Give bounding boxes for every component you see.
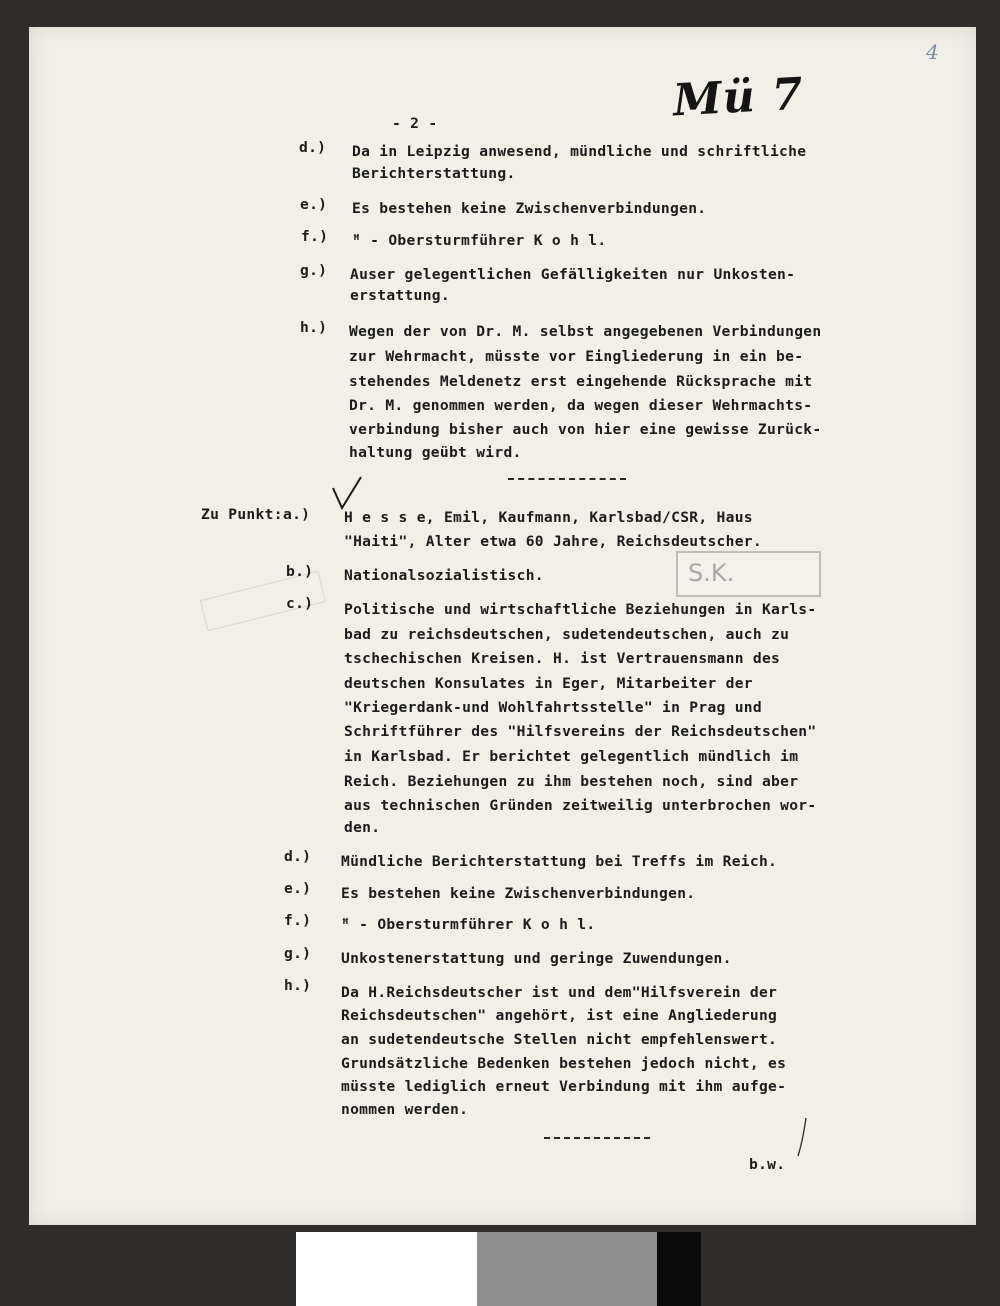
item-line: H e s s e, Emil, Kaufmann, Karlsbad/CSR, Haus (344, 509, 753, 526)
item-line: bad zu reichsdeutschen, sudetendeutschen, auch zu (344, 626, 790, 643)
item-line: aus technischen Gründen zeitweilig unterbrochen wor- (344, 797, 817, 814)
item-line: haltung geübt wird. (349, 444, 522, 461)
item-line: deutschen Konsulates in Eger, Mitarbeiter der (344, 675, 753, 692)
pen-stroke-mark (792, 1116, 812, 1160)
item-letter: e.) (284, 880, 312, 897)
item-letter: b.) (286, 563, 314, 580)
stamp-text: S.K. (688, 559, 735, 587)
calibration-patch-black (657, 1232, 701, 1306)
item-line: Auser gelegentlichen Gefälligkeiten nur Unkosten- (350, 266, 796, 283)
item-line: Da in Leipzig anwesend, mündliche und schriftliche (352, 143, 807, 160)
item-line: Dr. M. genommen werden, da wegen dieser Wehrmachts- (349, 397, 813, 414)
item-letter: h.) (300, 319, 328, 336)
item-line: Grundsätzliche Bedenken bestehen jedoch nicht, es (341, 1055, 787, 1072)
item-letter: g.) (284, 945, 312, 962)
item-line: Wegen der von Dr. M. selbst angegebenen Verbindungen (349, 323, 822, 340)
item-line: müsste lediglich erneut Verbindung mit ihm aufge- (341, 1078, 787, 1095)
stamp (676, 551, 821, 597)
page-number: - 2 - (392, 115, 438, 132)
sign-off: b.w. (749, 1156, 786, 1173)
item-line: Nationalsozialistisch. (344, 567, 544, 584)
item-line: in Karlsbad. Er berichtet gelegentlich mündlich im (344, 748, 799, 765)
item-line: Reich. Beziehungen zu ihm bestehen noch, sind aber (344, 773, 799, 790)
item-letter: g.) (300, 262, 328, 279)
item-line: nommen werden. (341, 1101, 469, 1118)
item-line: verbindung bisher auch von hier eine gewisse Zurück- (349, 421, 822, 438)
item-letter: a.) (283, 506, 311, 523)
item-line: ꟸ - Obersturmführer K o h l. (352, 232, 607, 249)
item-line: "Haiti", Alter etwa 60 Jahre, Reichsdeutscher. (344, 533, 762, 550)
item-letter: f.) (284, 912, 312, 929)
item-line: stehendes Meldenetz erst eingehende Rücksprache mit (349, 373, 813, 390)
item-line: Es bestehen keine Zwischenverbindungen. (352, 200, 707, 217)
item-letter: h.) (284, 977, 312, 994)
item-line: zur Wehrmacht, müsste vor Eingliederung in ein be- (349, 348, 804, 365)
item-letter: f.) (301, 228, 329, 245)
item-line: Mündliche Berichterstattung bei Treffs im Reich. (341, 853, 778, 870)
item-letter: c.) (286, 595, 314, 612)
calibration-patch-white (296, 1232, 477, 1306)
item-letter: e.) (300, 196, 328, 213)
item-line: Es bestehen keine Zwischenverbindungen. (341, 885, 696, 902)
item-line: Politische und wirtschaftliche Beziehungen in Karls- (344, 601, 817, 618)
item-letter: d.) (284, 848, 312, 865)
item-line: tschechischen Kreisen. H. ist Vertrauensmann des (344, 650, 781, 667)
item-line: erstattung. (350, 287, 450, 304)
handwritten-annotation: Mü 7 (671, 68, 805, 127)
corner-page-number: 4 (926, 40, 939, 64)
item-line: an sudetendeutsche Stellen nicht empfehlenswert. (341, 1031, 778, 1048)
item-line: ꟸ - Obersturmführer K o h l. (341, 916, 596, 933)
item-line: Berichterstattung. (352, 165, 516, 182)
section-divider (544, 1137, 650, 1139)
item-line: Da H.Reichsdeutscher ist und dem"Hilfsverein der (341, 984, 778, 1001)
item-line: den. (344, 819, 381, 836)
item-line: "Kriegerdank-und Wohlfahrtsstelle" in Prag und (344, 699, 762, 716)
section-divider (508, 478, 626, 480)
item-line: Reichsdeutschen" angehört, ist eine Angliederung (341, 1007, 778, 1024)
calibration-patch-gray (477, 1232, 657, 1306)
item-line: Schriftführer des "Hilfsvereins der Reichsdeutschen" (344, 723, 817, 740)
item-letter: d.) (299, 139, 327, 156)
item-line: Unkostenerstattung und geringe Zuwendungen. (341, 950, 732, 967)
section-prefix: Zu Punkt: (201, 506, 283, 523)
